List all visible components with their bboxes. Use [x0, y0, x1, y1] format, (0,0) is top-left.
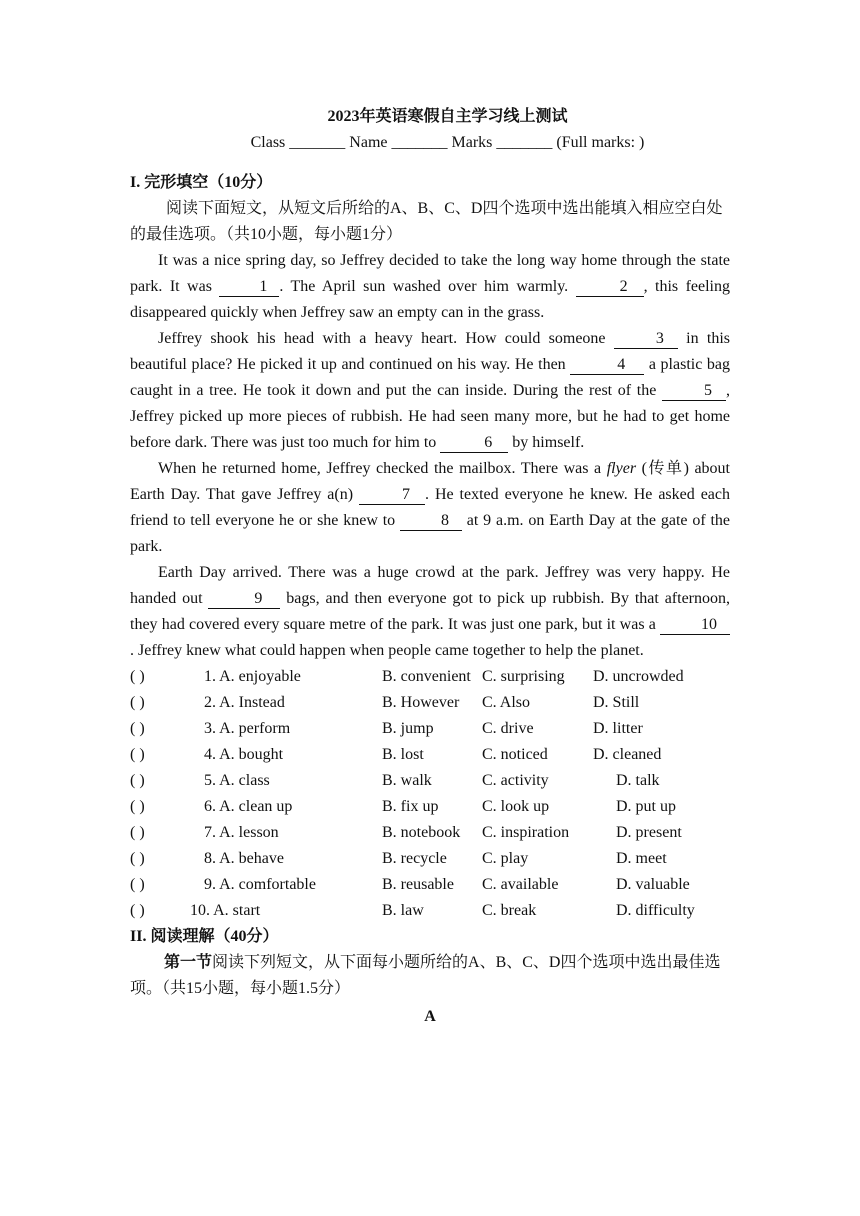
blank-9: 9: [208, 590, 280, 609]
blank-2: 2: [576, 278, 644, 297]
section2-instruction: 第一节阅读下列短文，从下面每小题所给的A、B、C、D四个选项中选出最佳选项。（共15小题，每小题1.5分）: [130, 954, 721, 997]
passage-paragraph-4: Earth Day arrived. There was a huge crowd at the park. Jeffrey was very happy. He handed out 9 bags, and then everyone got to pick up rubbish. By that afternoon, they had covered every square metre of the park. It was just one park, but it was a 10. Jeffrey knew what could happen when people came together to help the planet.: [130, 564, 731, 659]
option-row-7: ( ) 7. A. lesson B. notebook C. inspiration D. present: [130, 824, 682, 841]
full-marks-note: (Full marks: ): [556, 134, 645, 151]
blank-7: 7: [359, 486, 425, 505]
passage-paragraph-1: It was a nice spring day, so Jeffrey decided to take the long way home through the state park. It was 1 . The April sun washed over him warmly. 2 , this feeling disappeared quickly when Jeffrey saw an empty can in the grass.: [130, 252, 730, 321]
flyer-word: flyer: [606, 460, 637, 477]
blank-3: 3: [614, 330, 678, 349]
exam-title: 2023年英语寒假自主学习线上测试: [327, 108, 568, 125]
options-list: [130, 664, 730, 924]
blank-1: 1: [219, 278, 279, 297]
option-row-5: ( ) 5. A. class B. walk C. activity D. talk: [130, 772, 660, 789]
blank-4: 4: [570, 356, 644, 375]
exam-page: [130, 104, 730, 1030]
blank-8: 8: [400, 512, 462, 531]
part-label: 第一节: [164, 954, 213, 971]
section1-instruction: 阅读下面短文，从短文后所给的A、B、C、D四个选项中选出能填入相应空白处的最佳选项。（共10小题，每小题1分）: [130, 200, 723, 243]
passage-paragraph-3: When he returned home, Jeffrey checked the mailbox. There was a flyer (传单) about Earth Day. That gave Jeffrey a(n) 7 . He texted everyone he knew. He asked each friend to tell everyone he or she knew to 8 at 9 a.m. on Earth Day at the gate of the park.: [130, 460, 731, 555]
section2-heading: II. 阅读理解（40分）: [130, 928, 279, 945]
option-row-4: ( ) 4. A. bought B. lost C. noticed D. cleaned: [130, 746, 662, 763]
option-row-2: ( ) 2. A. Instead B. However C. Also D. Still: [130, 694, 640, 711]
option-row-6: ( ) 6. A. clean up B. fix up C. look up D. put up: [130, 798, 676, 815]
section1-heading: I. 完形填空（10分）: [130, 174, 273, 191]
option-row-3: ( ) 3. A. perform B. jump C. drive D. litter: [130, 720, 643, 737]
option-row-8: ( ) 8. A. behave B. recycle C. play D. meet: [130, 850, 667, 867]
student-info-line: [165, 130, 730, 156]
option-row-10: ( ) 10. A. start B. law C. break D. difficulty: [130, 902, 695, 919]
option-row-1: ( ) 1. A. enjoyable B. convenient C. surprising D. uncrowded: [130, 668, 684, 685]
passage-paragraph-2: Jeffrey shook his head with a heavy heart. How could someone 3 in this beautiful place? He picked it up and continued on his way. He then 4 a plastic bag caught in a tree. He took it down and put the can inside. During the rest of the 5 , Jeffrey picked up more pieces of rubbish. He had seen many more, but he had to get home before dark. There was just too much for him to 6 by himself.: [130, 330, 731, 451]
blank-10: 10: [660, 616, 730, 635]
blank-6: 6: [440, 434, 508, 453]
marks-field: Marks _______: [451, 134, 553, 151]
option-row-9: ( ) 9. A. comfortable B. reusable C. available D. valuable: [130, 876, 690, 893]
name-field: Name _______: [349, 134, 448, 151]
passage-a-label: A: [424, 1008, 436, 1025]
class-field: Class _______: [250, 134, 346, 151]
blank-5: 5: [662, 382, 726, 401]
